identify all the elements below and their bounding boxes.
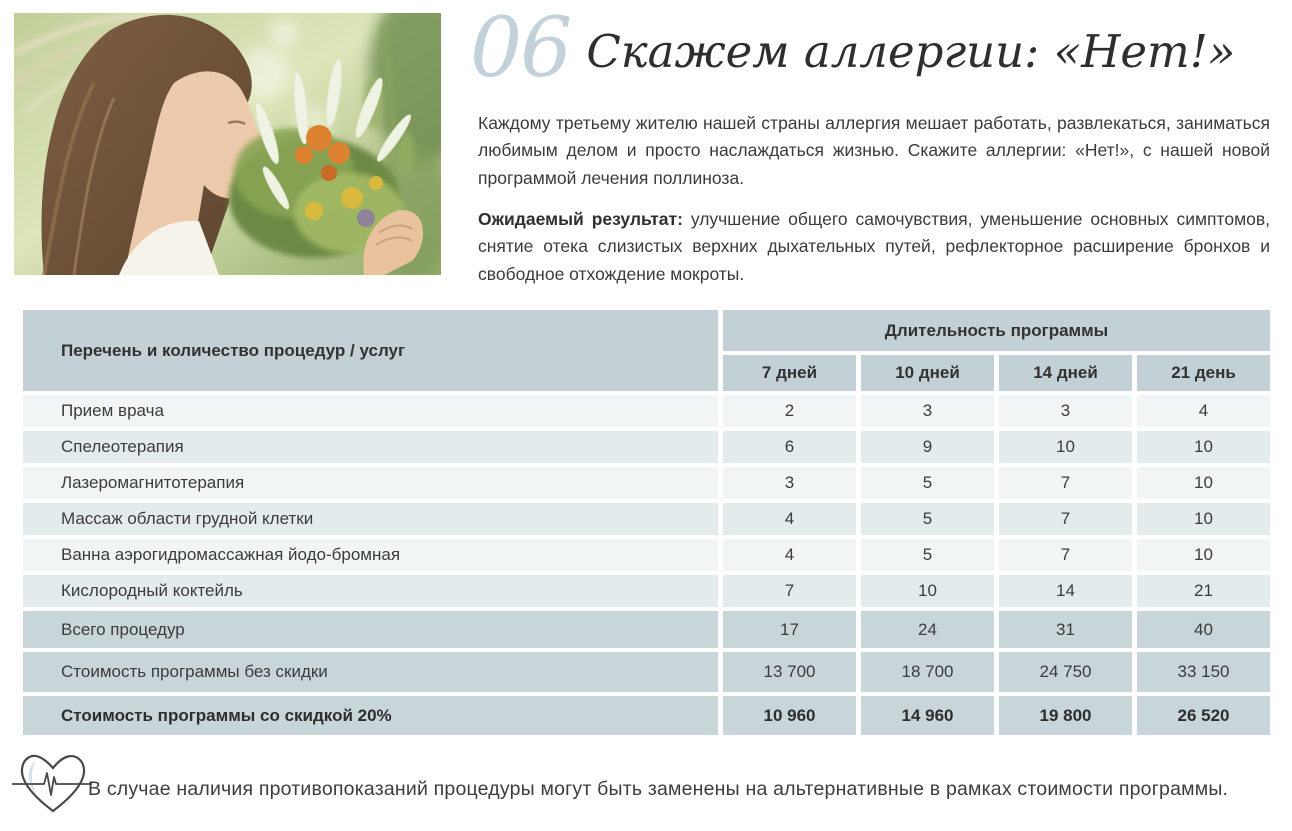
row-label: Спелеотерапия	[23, 431, 718, 463]
table-cell: 7	[999, 503, 1132, 535]
row-label: Прием врача	[23, 395, 718, 427]
summary-cell: 13 700	[723, 652, 856, 692]
summary-cell: 24 750	[999, 652, 1132, 692]
summary-cell: 10 960	[723, 696, 856, 735]
table-cell: 4	[1137, 395, 1270, 427]
intro-paragraph: Каждому третьему жителю нашей страны аллергия мешает работать, развлекаться, заниматься любимым делом и просто наслаждаться жизнью. Скажите аллергии: «Нет!», с нашей новой программой лечения поллиноза.	[478, 113, 1270, 188]
summary-cell: 31	[999, 611, 1132, 648]
summary-cell: 18 700	[861, 652, 994, 692]
table-cell: 10	[861, 575, 994, 607]
duration-header-14: 14 дней	[999, 355, 1132, 391]
table-cell: 10	[1137, 539, 1270, 571]
row-label: Ванна аэрогидромассажная йодо-бромная	[23, 539, 718, 571]
expected-result-text: улучшение общего самочувствия, уменьшение основных симптомов, снятие отека слизистых верхних дыхательных путей, рефлекторное расширение бронхов и свободное отхождение мокроты.	[478, 209, 1270, 284]
summary-cell: 33 150	[1137, 652, 1270, 692]
table-cell: 14	[999, 575, 1132, 607]
table-cell: 7	[723, 575, 856, 607]
row-label: Массаж области грудной клетки	[23, 503, 718, 535]
summary-row-label: Всего процедур	[23, 611, 718, 648]
procedures-table	[23, 310, 1270, 735]
title-block	[470, 1, 1236, 96]
expected-result-paragraph	[478, 206, 1270, 288]
summary-cell: 17	[723, 611, 856, 648]
table-cell: 21	[1137, 575, 1270, 607]
page-title: Скажем аллергии: «Нет!»	[586, 24, 1236, 78]
row-label: Лазеромагнитотерапия	[23, 467, 718, 499]
table-cell: 4	[723, 539, 856, 571]
summary-cell: 14 960	[861, 696, 994, 735]
table-cell: 10	[1137, 503, 1270, 535]
column-header-procedures: Перечень и количество процедур / услуг	[23, 310, 718, 391]
table-cell: 6	[723, 431, 856, 463]
summary-row-label: Стоимость программы без скидки	[23, 652, 718, 692]
duration-header-7: 7 дней	[723, 355, 856, 391]
table-cell: 7	[999, 539, 1132, 571]
table-cell: 4	[723, 503, 856, 535]
duration-header-21: 21 день	[1137, 355, 1270, 391]
section-number: 06	[470, 1, 571, 96]
table-cell: 3	[723, 467, 856, 499]
woman-smelling-flowers-image	[14, 13, 441, 275]
summary-row-label-discount: Стоимость программы со скидкой 20%	[23, 696, 718, 735]
footer-note: В случае наличия противопоказаний процедуры могут быть заменены на альтернативные в рамках стоимости программы.	[88, 778, 1229, 800]
summary-cell: 40	[1137, 611, 1270, 648]
table-cell: 9	[861, 431, 994, 463]
summary-cell: 24	[861, 611, 994, 648]
table-cell: 10	[999, 431, 1132, 463]
table-cell: 5	[861, 503, 994, 535]
table-cell: 5	[861, 467, 994, 499]
row-label: Кислородный коктейль	[23, 575, 718, 607]
table-cell: 3	[999, 395, 1132, 427]
summary-cell: 26 520	[1137, 696, 1270, 735]
table-cell: 10	[1137, 431, 1270, 463]
table-cell: 3	[861, 395, 994, 427]
table-cell: 5	[861, 539, 994, 571]
duration-header-10: 10 дней	[861, 355, 994, 391]
column-group-header-duration: Длительность программы	[723, 310, 1270, 351]
expected-result-label: Ожидаемый результат:	[478, 209, 683, 229]
summary-cell: 19 800	[999, 696, 1132, 735]
hero-photo	[14, 13, 441, 275]
heart-ekg-icon	[12, 748, 92, 820]
table-cell: 2	[723, 395, 856, 427]
table-cell: 10	[1137, 467, 1270, 499]
table-cell: 7	[999, 467, 1132, 499]
